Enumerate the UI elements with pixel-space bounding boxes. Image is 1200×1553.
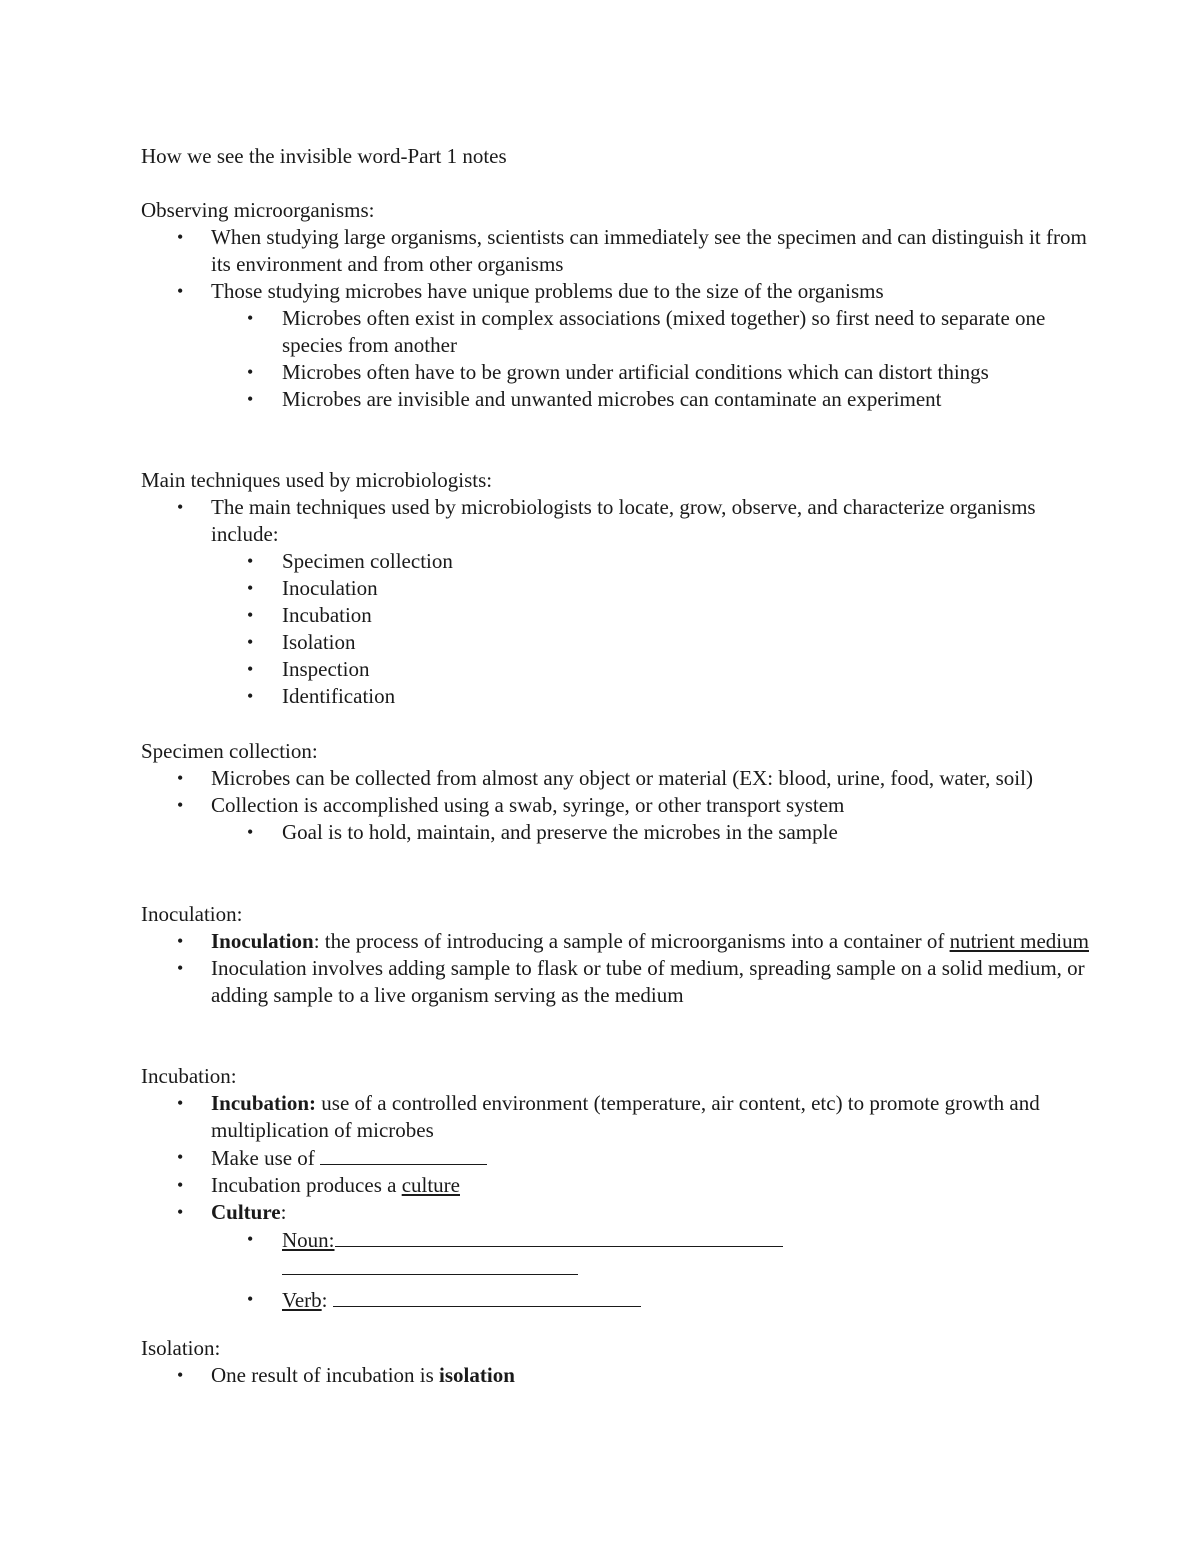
bullet-icon: • [247, 822, 254, 842]
term-incubation: Incubation: [211, 1091, 317, 1115]
list-item: • Collection is accomplished using a swab, syringe, or other transport system [177, 793, 845, 817]
bullet-list [141, 765, 1101, 846]
fill-in-blank [282, 1254, 578, 1275]
term-culture: Culture [211, 1200, 281, 1224]
bullet-icon: • [177, 1093, 184, 1113]
bullet-icon: • [247, 362, 254, 382]
section-heading: Inoculation: [141, 902, 243, 926]
list-item: • Incubation [247, 603, 372, 627]
verb-label: Verb [282, 1288, 322, 1312]
bullet-list [141, 928, 1101, 1009]
list-item: • Inspection [247, 657, 370, 681]
section-specimen [141, 738, 1101, 846]
bullet-icon: • [247, 308, 254, 328]
bullet-list [141, 224, 1101, 413]
list-item: • Inoculation [247, 576, 378, 600]
bullet-icon: • [177, 497, 184, 517]
bullet-icon: • [177, 795, 184, 815]
list-item: • Microbes are invisible and unwanted microbes can contaminate an experiment [247, 387, 942, 411]
list-item: • Inoculation: the process of introducing a sample of microorganisms into a container of nutrient medium [177, 929, 1089, 953]
bullet-list [141, 1090, 1101, 1314]
list-item: • Culture: [177, 1200, 287, 1224]
underlined-term: nutrient medium [949, 929, 1089, 953]
bullet-icon: • [247, 632, 254, 652]
fill-in-blank [333, 1286, 641, 1307]
bullet-icon: • [177, 1202, 184, 1222]
list-item: • Microbes often have to be grown under artificial conditions which can distort things [247, 360, 989, 384]
bullet-icon: • [177, 931, 184, 951]
list-item: • Make use of [141, 1144, 1101, 1172]
bullet-icon: • [177, 281, 184, 301]
bullet-list [141, 1362, 1101, 1389]
bullet-icon: • [247, 1229, 254, 1249]
section-observing [141, 197, 1101, 413]
bullet-icon: • [247, 605, 254, 625]
list-item: • Incubation: use of a controlled environment (temperature, air content, etc) to promote growth and multiplication of microbes [177, 1091, 1040, 1142]
list-item: • One result of incubation is isolation [177, 1363, 515, 1387]
list-item: • Incubation produces a culture [177, 1173, 460, 1197]
section-isolation [141, 1335, 1101, 1389]
list-item: • Microbes can be collected from almost any object or material (EX: blood, urine, food, water, soil) [177, 766, 1033, 790]
list-item: • The main techniques used by microbiologists to locate, grow, observe, and characterize organisms include: [177, 495, 1036, 546]
section-heading: Incubation: [141, 1064, 237, 1088]
underlined-term: culture [401, 1173, 460, 1197]
list-item: • Microbes often exist in complex associations (mixed together) so first need to separate one species from another [247, 306, 1046, 357]
fill-in-blank [335, 1226, 783, 1247]
bullet-icon: • [177, 1175, 184, 1195]
bullet-icon: • [247, 389, 254, 409]
section-techniques [141, 467, 1101, 710]
bullet-icon: • [247, 578, 254, 598]
list-item: • Identification [247, 684, 396, 708]
list-item: • Goal is to hold, maintain, and preserve the microbes in the sample [247, 820, 838, 844]
list-item: • When studying large organisms, scientists can immediately see the specimen and can distinguish it from its environment and from other organisms [177, 225, 1087, 276]
fill-in-blank [320, 1144, 487, 1165]
section-heading: Observing microorganisms: [141, 198, 375, 222]
bullet-icon: • [177, 227, 184, 247]
list-item-verb: • Verb: [141, 1286, 1101, 1314]
document-title: How we see the invisible word-Part 1 notes [141, 144, 507, 168]
bullet-icon: • [177, 1365, 184, 1385]
bullet-icon: • [177, 1147, 184, 1167]
section-heading: Isolation: [141, 1336, 221, 1360]
bullet-icon: • [177, 768, 184, 788]
bullet-icon: • [247, 551, 254, 571]
list-item: • Those studying microbes have unique problems due to the size of the organisms [177, 279, 884, 303]
list-item-noun [141, 1226, 1101, 1282]
section-incubation [141, 1063, 1101, 1314]
section-heading: Specimen collection: [141, 739, 318, 763]
term-isolation: isolation [439, 1363, 515, 1387]
bullet-icon: • [247, 659, 254, 679]
list-item: • Inoculation involves adding sample to flask or tube of medium, spreading sample on a solid medium, or adding sample to a live organism serving as the medium [177, 956, 1085, 1007]
noun-label: Noun: [282, 1228, 335, 1252]
bullet-list [141, 494, 1101, 710]
bullet-icon: • [177, 958, 184, 978]
term-inoculation: Inoculation [211, 929, 314, 953]
list-item: • Isolation [247, 630, 356, 654]
list-item: • Specimen collection [247, 549, 453, 573]
section-inoculation [141, 901, 1101, 1009]
bullet-icon: • [247, 1289, 254, 1309]
section-heading: Main techniques used by microbiologists: [141, 468, 493, 492]
bullet-icon: • [247, 686, 254, 706]
